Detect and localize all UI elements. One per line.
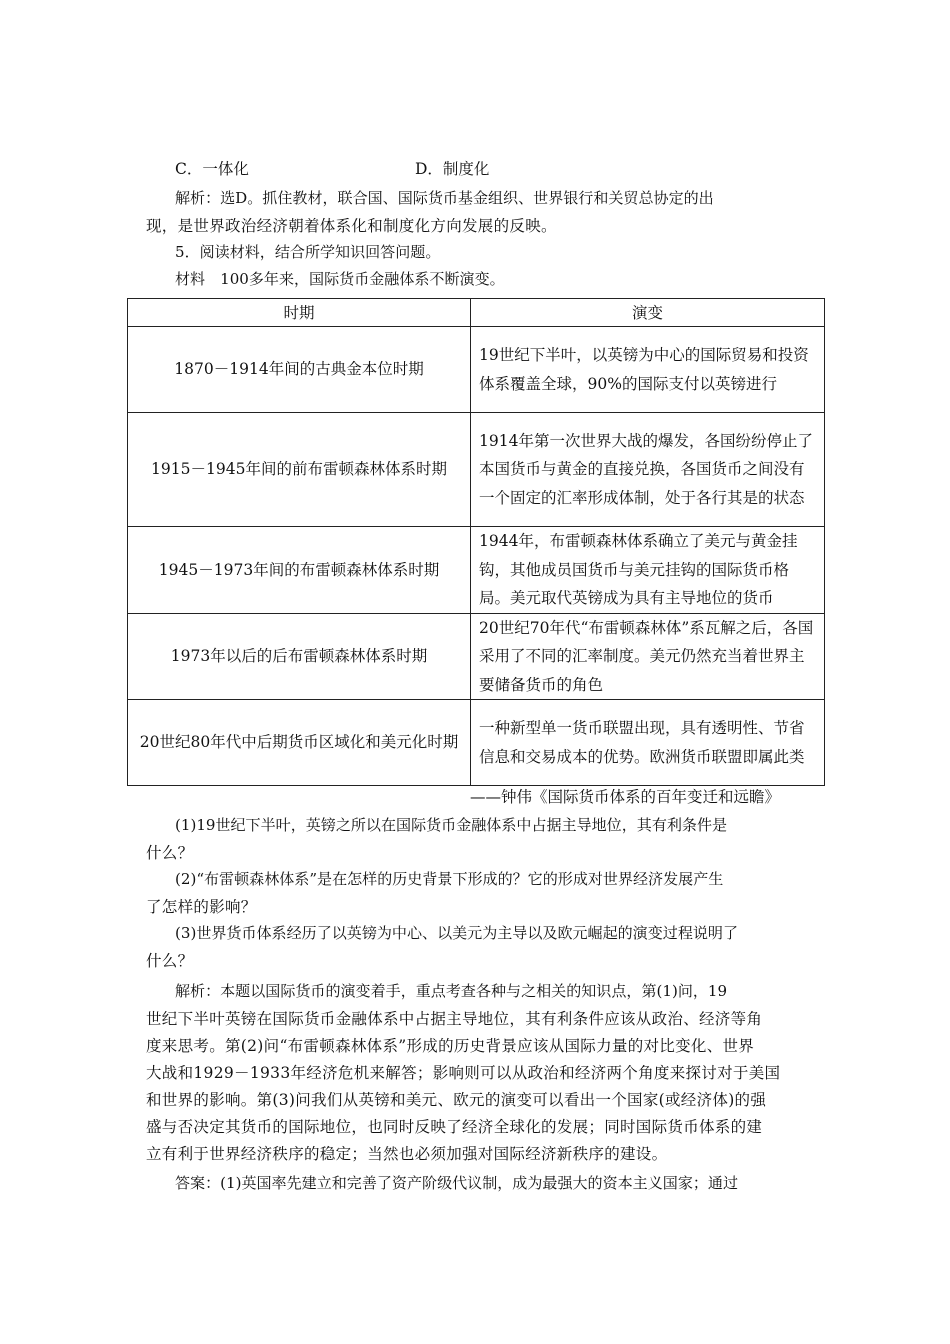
table-header-row <box>128 299 825 327</box>
question-5-intro: 5．阅读材料，结合所学知识回答问题。 <box>175 243 441 261</box>
answer-line1: 答案：(1)英国率先建立和完善了资产阶级代议制，成为最强大的资本主义国家；通过 <box>175 1174 738 1192</box>
table-row <box>128 613 825 700</box>
header-period: 时期 <box>128 299 471 327</box>
currency-evolution-table <box>127 298 825 786</box>
period-cell: 1870－1914年间的古典金本位时期 <box>128 327 471 413</box>
period-cell: 1915－1945年间的前布雷顿森林体系时期 <box>128 413 471 527</box>
question-1-line2: 什么？ <box>146 844 194 862</box>
question-3-line2: 什么？ <box>146 952 194 970</box>
change-cell: 20世纪70年代“布雷顿森林体”系瓦解之后，各国采用了不同的汇率制度。美元仍然充当着世界主要储备货币的角色 <box>471 613 825 700</box>
change-cell: 19世纪下半叶，以英镑为中心的国际贸易和投资体系覆盖全球，90%的国际支付以英镑进行 <box>471 327 825 413</box>
option-d: D．制度化 <box>415 160 490 178</box>
table-row <box>128 413 825 527</box>
analysis-q5-line6: 盛与否决定其货币的国际地位，也同时反映了经济全球化的发展；同时国际货币体系的建 <box>146 1118 763 1136</box>
change-cell: 1944年，布雷顿森林体系确立了美元与黄金挂钩，其他成员国货币与美元挂钩的国际货币格局。美元取代英镑成为具有主导地位的货币 <box>471 527 825 614</box>
material-intro: 材料 100多年来，国际货币金融体系不断演变。 <box>175 270 505 288</box>
options-row <box>175 157 815 183</box>
analysis-q5-line3: 度来思考。第(2)问“布雷顿森林体系”形成的历史背景应该从国际力量的对比变化、世界 <box>146 1037 755 1055</box>
analysis-q4-line1: 解析：选D。抓住教材，联合国、国际货币基金组织、世界银行和关贸总协定的出 <box>175 189 714 207</box>
question-2-line1: (2)“布雷顿森林体系”是在怎样的历史背景下形成的？它的形成对世界经济发展产生 <box>175 870 724 888</box>
analysis-q4-line2: 现，是世界政治经济朝着体系化和制度化方向发展的反映。 <box>146 217 557 235</box>
table-row <box>128 700 825 786</box>
period-cell: 20世纪80年代中后期货币区域化和美元化时期 <box>128 700 471 786</box>
table-row <box>128 327 825 413</box>
source-citation: ——钟伟《国际货币体系的百年变迁和远瞻》 <box>470 788 781 806</box>
change-cell: 1914年第一次世界大战的爆发，各国纷纷停止了本国货币与黄金的直接兑换，各国货币之间没有一个固定的汇率形成体制，处于各行其是的状态 <box>471 413 825 527</box>
header-change: 演变 <box>471 299 825 327</box>
option-c: C．一体化 <box>175 160 249 178</box>
analysis-q5-line2: 世纪下半叶英镑在国际货币金融体系中占据主导地位，其有利条件应该从政治、经济等角 <box>146 1010 763 1028</box>
analysis-q5-line4: 大战和1929－1933年经济危机来解答；影响则可以从政治和经济两个角度来探讨对于美国 <box>146 1064 781 1082</box>
analysis-q5-line7: 立有利于世界经济秩序的稳定；当然也必须加强对国际经济新秩序的建设。 <box>146 1145 668 1163</box>
analysis-q5-line5: 和世界的影响。第(3)问我们从英镑和美元、欧元的演变可以看出一个国家(或经济体)的强 <box>146 1091 767 1109</box>
period-cell: 1973年以后的后布雷顿森林体系时期 <box>128 613 471 700</box>
analysis-q5-line1: 解析：本题以国际货币的演变着手，重点考查各种与之相关的知识点，第(1)问，19 <box>175 982 728 1000</box>
question-3-line1: (3)世界货币体系经历了以英镑为中心、以美元为主导以及欧元崛起的演变过程说明了 <box>175 924 738 942</box>
period-cell: 1945－1973年间的布雷顿森林体系时期 <box>128 527 471 614</box>
question-1-line1: (1)19世纪下半叶，英镑之所以在国际货币金融体系中占据主导地位，其有利条件是 <box>175 816 728 834</box>
change-cell: 一种新型单一货币联盟出现，具有透明性、节省信息和交易成本的优势。欧洲货币联盟即属此类 <box>471 700 825 786</box>
table-row <box>128 527 825 614</box>
question-2-line2: 了怎样的影响？ <box>146 898 257 916</box>
